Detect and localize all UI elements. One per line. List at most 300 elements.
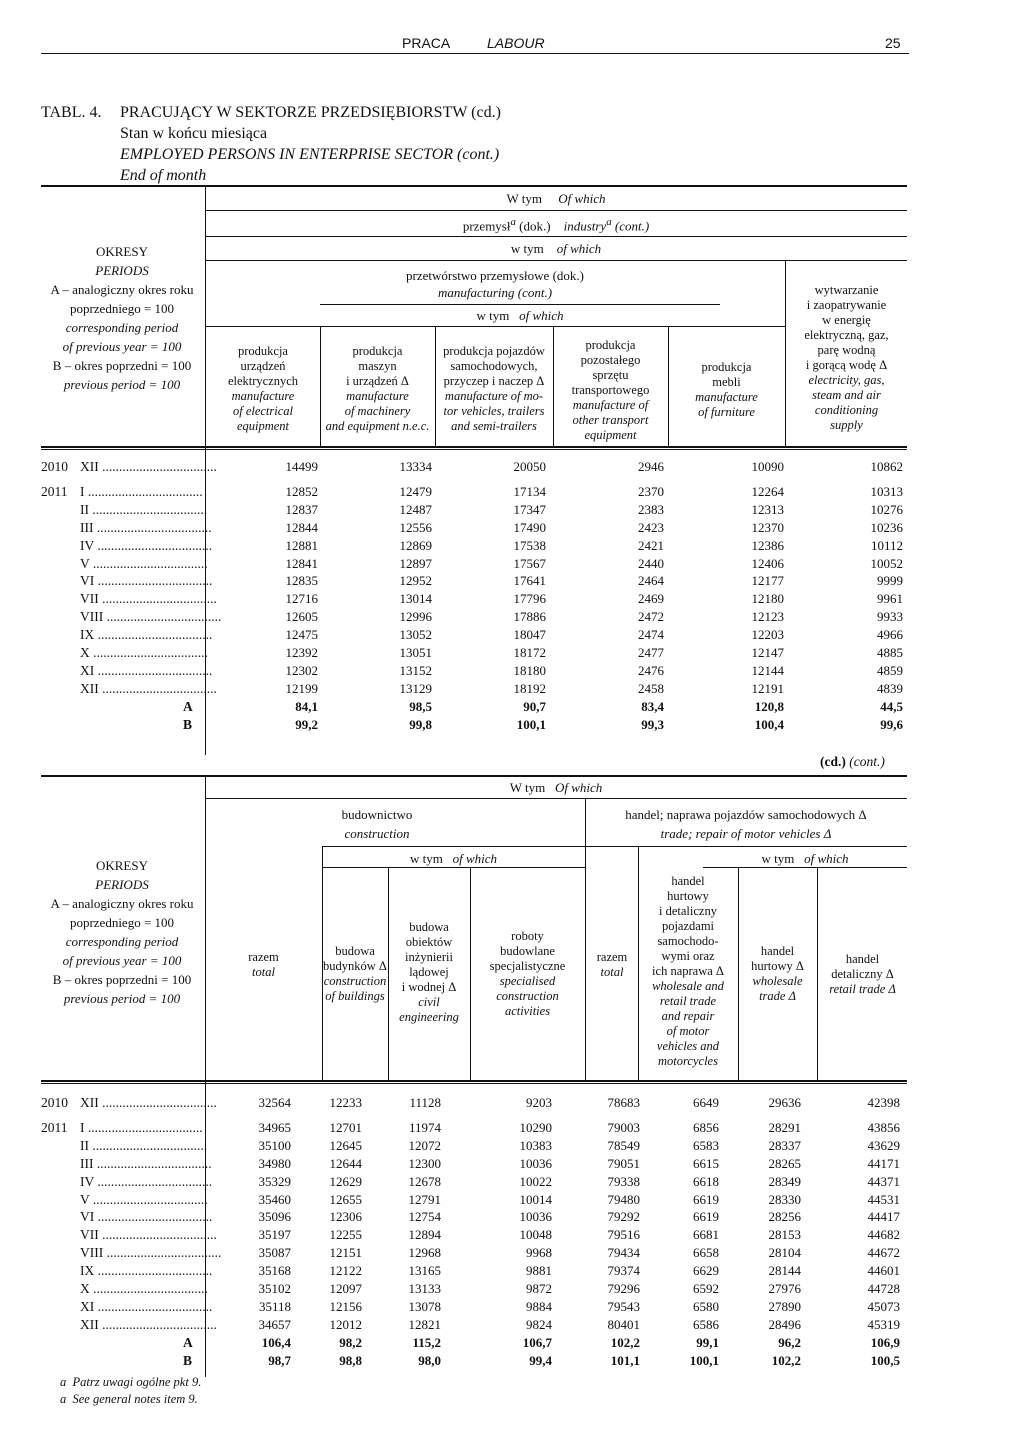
cell-value: 20050 bbox=[513, 459, 546, 474]
leader-dots: .................................. bbox=[94, 1263, 213, 1279]
cell-value: 6856 bbox=[693, 1119, 719, 1135]
cell-value: 35460 bbox=[258, 1191, 291, 1207]
cell-value: 28256 bbox=[768, 1209, 801, 1225]
cell-value: 6629 bbox=[693, 1263, 719, 1279]
cell-value: 9884 bbox=[526, 1298, 552, 1314]
cell-value: 4839 bbox=[877, 680, 903, 696]
t2-top-of-which bbox=[205, 780, 907, 796]
cell-value: 12716 bbox=[285, 591, 318, 607]
t2-col8-en1: retail trade Δ bbox=[829, 982, 896, 996]
cell-value: 44,5 bbox=[880, 698, 903, 714]
t2-col5-en: total bbox=[600, 965, 624, 979]
cell-value: 99,6 bbox=[880, 716, 903, 732]
t2-col2-en2: of buildings bbox=[325, 989, 385, 1003]
cell-value: 79338 bbox=[607, 1173, 640, 1189]
t2-col3-en2: engineering bbox=[399, 1010, 459, 1024]
t1-col5-en2: of furniture bbox=[698, 405, 755, 419]
row-year: 2011 bbox=[41, 483, 68, 499]
row-period-label: II bbox=[80, 501, 89, 517]
t1-manufacturing-en: manufacturing (cont.) bbox=[437, 285, 553, 300]
cell-value: 120,8 bbox=[754, 698, 784, 714]
row-period-label: A bbox=[183, 698, 193, 714]
row-period bbox=[80, 1316, 217, 1333]
row-period-label: A bbox=[183, 1334, 193, 1350]
leader-dots: .................................. bbox=[89, 1281, 208, 1296]
cell-value: 35096 bbox=[258, 1209, 291, 1225]
cell-value: 2370 bbox=[638, 483, 664, 499]
cell-value: 44682 bbox=[867, 1227, 900, 1243]
t2-wtym1-en: of which bbox=[452, 851, 498, 866]
leader-dots: .................................. bbox=[98, 1095, 217, 1110]
cell-value: 2474 bbox=[638, 627, 664, 643]
row-period-label: XII bbox=[80, 1316, 99, 1332]
leader-dots: .................................. bbox=[94, 1209, 213, 1225]
t1-col2-pl3: i urządzeń Δ bbox=[346, 374, 409, 388]
t2-col3-pl1: budowa bbox=[409, 920, 449, 934]
cell-value: 44601 bbox=[867, 1263, 900, 1279]
t2-col3-pl4: lądowej bbox=[409, 965, 449, 979]
stub-a-en-1: corresponding period bbox=[65, 320, 179, 335]
cell-value: 12841 bbox=[285, 555, 318, 571]
t1-col6-en1: electricity, gas, bbox=[808, 373, 885, 387]
cell-value: 43856 bbox=[867, 1119, 900, 1135]
row-period bbox=[80, 1191, 208, 1208]
row-period-label: VII bbox=[80, 1227, 99, 1243]
cell-value: 6681 bbox=[693, 1227, 719, 1243]
t1-col3-pl3: przyczep i naczep Δ bbox=[443, 374, 545, 388]
t1-col1-pl3: elektrycznych bbox=[227, 374, 299, 388]
t2-stub-a-pl-1: A – analogiczny okres roku bbox=[50, 896, 194, 911]
cell-value: 32564 bbox=[258, 1095, 291, 1110]
cell-value: 9968 bbox=[526, 1245, 552, 1261]
row-period bbox=[80, 519, 212, 536]
cell-value: 2440 bbox=[638, 555, 664, 571]
cell-value: 12655 bbox=[329, 1191, 362, 1207]
t1-col3-en2: tor vehicles, trailers bbox=[443, 404, 545, 418]
row-period bbox=[80, 1137, 208, 1154]
cell-value: 79051 bbox=[607, 1155, 640, 1171]
cell-value: 12996 bbox=[399, 609, 432, 625]
cell-value: 44672 bbox=[867, 1245, 900, 1261]
row-period bbox=[80, 555, 208, 572]
row-period bbox=[80, 662, 213, 679]
cell-value: 44171 bbox=[867, 1155, 900, 1171]
cell-value: 10313 bbox=[870, 483, 903, 499]
t2-col6-pl3: i detaliczny bbox=[659, 904, 717, 918]
t1-col5-pl2: mebli bbox=[712, 375, 741, 389]
row-period-label: V bbox=[80, 1191, 90, 1207]
t2-wtym-2 bbox=[703, 851, 907, 867]
cell-value: 34965 bbox=[258, 1119, 291, 1135]
footnote-mark-pl: a bbox=[60, 1375, 67, 1389]
t1-col3-en3: and semi-trailers bbox=[451, 419, 537, 433]
cell-value: 27976 bbox=[768, 1281, 801, 1296]
cell-value: 84,1 bbox=[295, 698, 318, 714]
leader-dots: .................................. bbox=[93, 1155, 212, 1171]
t2-stub-a-pl-2: poprzedniego = 100 bbox=[69, 915, 175, 930]
page-number: 25 bbox=[885, 35, 901, 51]
cell-value: 13051 bbox=[399, 645, 432, 660]
t1-col2-pl1: produkcja bbox=[352, 344, 403, 358]
t2-col6-pl2: hurtowy bbox=[667, 889, 709, 903]
header-section-en: LABOUR bbox=[487, 35, 545, 51]
cell-value: 10236 bbox=[870, 519, 903, 535]
cell-value: 79292 bbox=[607, 1209, 640, 1225]
leader-dots: .................................. bbox=[93, 519, 212, 535]
row-year: 2011 bbox=[41, 1119, 68, 1135]
cell-value: 12629 bbox=[329, 1173, 362, 1189]
cell-value: 13014 bbox=[399, 591, 432, 607]
cell-value: 17134 bbox=[513, 483, 546, 499]
cell-value: 43629 bbox=[867, 1137, 900, 1153]
row-period-label: B bbox=[183, 716, 193, 732]
row-period bbox=[80, 1120, 202, 1136]
stub-periods bbox=[41, 242, 203, 394]
t1-industry-en: industry bbox=[563, 218, 607, 234]
t1-col1-en3: equipment bbox=[236, 419, 290, 433]
t2-col8-pl1: handel bbox=[845, 952, 880, 966]
t1-col6-en3: conditioning bbox=[814, 403, 879, 417]
leader-dots: .................................. bbox=[89, 501, 208, 517]
cell-value: 4859 bbox=[877, 662, 903, 678]
cell-value: 98,5 bbox=[409, 698, 432, 714]
t1-col4-pl1: produkcja bbox=[585, 338, 636, 352]
cell-value: 10112 bbox=[870, 537, 903, 553]
cell-value: 12177 bbox=[751, 573, 784, 589]
leader-dots: .................................. bbox=[98, 1316, 217, 1332]
t1-col2-pl2: maszyn bbox=[358, 359, 397, 373]
stub-a-pl-1: A – analogiczny okres roku bbox=[50, 282, 194, 297]
cell-value: 12300 bbox=[408, 1155, 441, 1171]
cell-value: 28337 bbox=[768, 1137, 801, 1153]
row-period-label: IV bbox=[80, 1173, 95, 1189]
row-period-label: I bbox=[80, 483, 85, 499]
t1-industry-en-sup: a bbox=[606, 216, 612, 228]
cell-value: 12475 bbox=[285, 627, 318, 643]
t2-top-en: Of which bbox=[554, 780, 603, 795]
cell-value: 12881 bbox=[285, 537, 318, 553]
row-period-label: B bbox=[183, 1352, 193, 1368]
cell-value: 12147 bbox=[751, 645, 784, 660]
t1-col3-pl2: samochodowych, bbox=[450, 359, 538, 373]
cell-value: 28265 bbox=[768, 1155, 801, 1171]
cell-value: 2464 bbox=[638, 573, 664, 589]
t2-stub-a-en-1: corresponding period bbox=[65, 934, 179, 949]
t1-manufacturing-pl: przetwórstwo przemysłowe (dok.) bbox=[406, 268, 584, 283]
cell-value: 102,2 bbox=[610, 1334, 640, 1350]
leader-dots: .................................. bbox=[89, 1137, 208, 1153]
cell-value: 6592 bbox=[693, 1281, 719, 1296]
cell-value: 28496 bbox=[768, 1316, 801, 1332]
t1-col-furniture bbox=[669, 360, 784, 420]
cell-value: 12952 bbox=[399, 573, 432, 589]
t2-col6-en3: and repair bbox=[661, 1009, 715, 1023]
cell-value: 12844 bbox=[285, 519, 318, 535]
cell-value: 12791 bbox=[408, 1191, 441, 1207]
stub-b-pl: B – okres poprzedni = 100 bbox=[52, 358, 192, 373]
t2-col4-en1: specialised bbox=[499, 974, 556, 988]
t2-col3-pl5: i wodnej Δ bbox=[401, 980, 457, 994]
t2-col-wholesale bbox=[739, 944, 816, 1004]
cell-value: 83,4 bbox=[641, 698, 664, 714]
cell-value: 18172 bbox=[513, 645, 546, 660]
t2-col6-pl6: wymi oraz bbox=[661, 949, 715, 963]
cell-value: 13152 bbox=[399, 662, 432, 678]
t1-wtym2-pl: w tym bbox=[476, 308, 510, 323]
t2-col2-pl1: budowa bbox=[335, 944, 375, 958]
cell-value: 98,0 bbox=[418, 1352, 441, 1368]
cell-value: 12072 bbox=[408, 1137, 441, 1153]
cell-value: 13078 bbox=[408, 1298, 441, 1314]
cell-value: 12897 bbox=[399, 555, 432, 571]
t1-wtym-pl: w tym bbox=[510, 241, 544, 256]
row-period bbox=[80, 680, 217, 697]
cell-value: 6658 bbox=[693, 1245, 719, 1261]
row-period bbox=[80, 484, 202, 500]
cell-value: 17490 bbox=[513, 519, 546, 535]
cell-value: 98,7 bbox=[268, 1352, 291, 1368]
cell-value: 80401 bbox=[607, 1316, 640, 1332]
cell-value: 44531 bbox=[867, 1191, 900, 1207]
cell-value: 12123 bbox=[751, 609, 784, 625]
leader-dots: .................................. bbox=[94, 1298, 213, 1314]
t2-col6-en1: wholesale and bbox=[652, 979, 724, 993]
cell-value: 10048 bbox=[519, 1227, 552, 1243]
row-period bbox=[183, 1353, 192, 1369]
t2-stub-b-pl: B – okres poprzedni = 100 bbox=[52, 972, 192, 987]
cell-value: 2477 bbox=[638, 645, 664, 660]
t2-col8-pl2: detaliczny Δ bbox=[831, 967, 894, 981]
t1-top-en: Of which bbox=[558, 191, 606, 206]
cell-value: 35168 bbox=[258, 1263, 291, 1279]
t2-stub-a-en-2: of previous year = 100 bbox=[62, 953, 182, 968]
table-subtitle-pl: Stan w końcu miesiąca bbox=[120, 125, 268, 142]
footnote-en bbox=[60, 1392, 198, 1407]
row-period bbox=[80, 1298, 213, 1315]
footnote-mark-en: a bbox=[60, 1392, 67, 1406]
t1-col2-en1: manufacture bbox=[346, 389, 409, 403]
leader-dots: .................................. bbox=[98, 680, 217, 696]
continued-label bbox=[820, 754, 885, 770]
cell-value: 98,2 bbox=[339, 1334, 362, 1350]
row-period-label: XII bbox=[80, 680, 99, 696]
table-title-en: EMPLOYED PERSONS IN ENTERPRISE SECTOR (cont.) bbox=[120, 146, 500, 163]
cell-value: 12678 bbox=[408, 1173, 441, 1189]
cell-value: 106,9 bbox=[870, 1334, 900, 1350]
cell-value: 12968 bbox=[408, 1245, 441, 1261]
cell-value: 99,2 bbox=[295, 716, 318, 732]
leader-dots: .................................. bbox=[98, 1227, 217, 1243]
t1-col2-en3: and equipment n.e.c. bbox=[325, 419, 430, 433]
cell-value: 14499 bbox=[285, 459, 318, 474]
t2-wtym2-en: of which bbox=[804, 851, 849, 866]
t2-col7-en2: trade Δ bbox=[759, 989, 796, 1003]
cell-value: 79480 bbox=[607, 1191, 640, 1207]
cell-value: 12644 bbox=[329, 1155, 362, 1171]
leader-dots: .................................. bbox=[89, 1191, 208, 1207]
t2-trade-pl: handel; naprawa pojazdów samochodowych Δ bbox=[625, 807, 867, 822]
t2-col6-en2: retail trade bbox=[659, 994, 717, 1008]
leader-dots: .................................. bbox=[94, 573, 213, 589]
t1-industry-pl: przemysł bbox=[462, 218, 511, 234]
row-period-label: VIII bbox=[80, 609, 104, 625]
row-period-label: XI bbox=[80, 662, 95, 678]
cell-value: 13133 bbox=[408, 1281, 441, 1296]
cell-value: 44371 bbox=[867, 1173, 900, 1189]
t1-col6-pl1: wytwarzanie bbox=[814, 283, 879, 297]
cell-value: 12754 bbox=[408, 1209, 441, 1225]
cell-value: 102,2 bbox=[771, 1352, 801, 1368]
row-period-label: III bbox=[80, 519, 94, 535]
stub-b-en: previous period = 100 bbox=[63, 377, 181, 392]
cell-value: 18047 bbox=[513, 627, 546, 643]
t1-col6-pl2: i zaopatrywanie bbox=[806, 298, 887, 312]
row-period bbox=[80, 459, 217, 475]
cell-value: 12233 bbox=[329, 1095, 362, 1110]
cell-value: 27890 bbox=[768, 1298, 801, 1314]
leader-dots: .................................. bbox=[89, 555, 208, 571]
cell-value: 12837 bbox=[285, 501, 318, 517]
cell-value: 17567 bbox=[513, 555, 546, 571]
cell-value: 11974 bbox=[408, 1119, 441, 1135]
t1-col3-pl1: produkcja pojazdów bbox=[443, 344, 545, 358]
row-period bbox=[80, 627, 213, 643]
cell-value: 12479 bbox=[399, 483, 432, 499]
row-period-label: VI bbox=[80, 1209, 95, 1225]
t2-col1-pl: razem bbox=[248, 950, 279, 964]
row-period-label: XI bbox=[80, 1298, 95, 1314]
t1-col6-pl3: w energię bbox=[822, 313, 871, 327]
t1-col-motor-vehicles bbox=[436, 344, 552, 434]
cell-value: 100,1 bbox=[516, 716, 546, 732]
t2-col2-pl2: budynków Δ bbox=[323, 959, 387, 973]
table-title: PRACUJĄCY W SEKTORZE PRZEDSIĘBIORSTW (cd.) bbox=[120, 104, 501, 121]
t2-col3-pl3: inżynierii bbox=[405, 950, 453, 964]
t2-stub-periods bbox=[41, 856, 203, 1008]
leader-dots: .................................. bbox=[98, 459, 217, 474]
cell-value: 79003 bbox=[607, 1119, 640, 1135]
cell-value: 17347 bbox=[513, 501, 546, 517]
t1-col-other-transport bbox=[554, 338, 667, 443]
cell-value: 35100 bbox=[258, 1137, 291, 1153]
t1-industry-header bbox=[205, 216, 907, 234]
cell-value: 2383 bbox=[638, 501, 664, 517]
cell-value: 13165 bbox=[408, 1263, 441, 1279]
stub-okresy: OKRESY bbox=[95, 244, 148, 259]
cell-value: 12156 bbox=[329, 1298, 362, 1314]
cell-value: 45073 bbox=[867, 1298, 900, 1314]
cell-value: 2458 bbox=[638, 680, 664, 696]
cell-value: 12605 bbox=[285, 609, 318, 625]
cell-value: 12264 bbox=[751, 483, 784, 499]
row-period bbox=[80, 645, 208, 661]
cell-value: 44417 bbox=[867, 1209, 900, 1225]
cell-value: 13052 bbox=[399, 627, 432, 643]
cell-value: 17641 bbox=[513, 573, 546, 589]
cell-value: 28144 bbox=[768, 1263, 801, 1279]
cell-value: 12122 bbox=[329, 1263, 362, 1279]
row-period bbox=[80, 1245, 222, 1261]
t1-wtym-en: of which bbox=[556, 241, 602, 256]
t1-wtym bbox=[205, 241, 907, 257]
t2-col-civil-eng bbox=[389, 920, 469, 1025]
cell-value: 45319 bbox=[867, 1316, 900, 1332]
t2-wtym1-pl: w tym bbox=[409, 851, 443, 866]
cell-value: 12180 bbox=[751, 591, 784, 607]
cell-value: 6618 bbox=[693, 1173, 719, 1189]
cell-value: 12203 bbox=[751, 627, 784, 643]
row-period-label: X bbox=[80, 645, 90, 660]
t1-col6-pl4: elektryczną, gaz, bbox=[804, 328, 889, 342]
t2-col4-pl1: roboty bbox=[511, 929, 544, 943]
t2-construction-pl: budownictwo bbox=[341, 807, 413, 822]
row-period-label: X bbox=[80, 1281, 90, 1296]
cell-value: 2469 bbox=[638, 591, 664, 607]
cell-value: 28349 bbox=[768, 1173, 801, 1189]
t1-col-machinery bbox=[321, 344, 434, 434]
leader-dots: .................................. bbox=[103, 1245, 222, 1261]
row-period bbox=[80, 1227, 217, 1243]
cont-pl: (cd.) bbox=[820, 754, 846, 769]
cell-value: 28330 bbox=[768, 1191, 801, 1207]
row-period-label: IX bbox=[80, 1263, 95, 1279]
cell-value: 78683 bbox=[607, 1095, 640, 1110]
row-period bbox=[80, 1095, 217, 1111]
cell-value: 11128 bbox=[409, 1095, 441, 1110]
row-period bbox=[80, 591, 217, 607]
footnote-pl bbox=[60, 1375, 201, 1390]
row-period bbox=[80, 1155, 212, 1172]
t1-col4-pl4: transportowego bbox=[571, 383, 650, 397]
t2-col-trade-total bbox=[586, 950, 638, 980]
cell-value: 12487 bbox=[399, 501, 432, 517]
t1-col-electrical bbox=[207, 344, 319, 434]
row-period bbox=[183, 717, 192, 733]
cell-value: 9999 bbox=[877, 573, 903, 589]
cell-value: 13334 bbox=[399, 459, 432, 474]
cell-value: 35087 bbox=[258, 1245, 291, 1261]
cell-value: 28291 bbox=[768, 1119, 801, 1135]
cell-value: 12701 bbox=[329, 1119, 362, 1135]
cell-value: 29636 bbox=[768, 1095, 801, 1110]
row-period-label: IX bbox=[80, 627, 95, 643]
cell-value: 10276 bbox=[870, 501, 903, 517]
row-period bbox=[80, 573, 213, 589]
cell-value: 2472 bbox=[638, 609, 664, 625]
t2-col7-pl1: handel bbox=[760, 944, 795, 958]
t2-stub-b-en: previous period = 100 bbox=[63, 991, 181, 1006]
cell-value: 9872 bbox=[526, 1281, 552, 1296]
cell-value: 96,2 bbox=[778, 1334, 801, 1350]
header-section-pl: PRACA bbox=[402, 35, 451, 51]
leader-dots: .................................. bbox=[94, 627, 213, 643]
t2-trade-en: trade; repair of motor vehicles Δ bbox=[660, 826, 832, 841]
cell-value: 4885 bbox=[877, 645, 903, 660]
leader-dots: .................................. bbox=[98, 591, 217, 607]
cell-value: 12821 bbox=[408, 1316, 441, 1332]
cell-value: 106,7 bbox=[522, 1334, 552, 1350]
cell-value: 99,3 bbox=[641, 716, 664, 732]
cell-value: 6619 bbox=[693, 1191, 719, 1207]
cell-value: 9933 bbox=[877, 609, 903, 625]
cell-value: 12835 bbox=[285, 573, 318, 589]
t1-col4-pl3: sprzętu bbox=[592, 368, 629, 382]
t2-wtym2-pl: w tym bbox=[761, 851, 795, 866]
row-period-label: IV bbox=[80, 537, 95, 553]
t2-col2-en1: construction bbox=[323, 974, 387, 988]
t2-col-specialised bbox=[471, 929, 584, 1019]
cell-value: 99,8 bbox=[409, 716, 432, 732]
